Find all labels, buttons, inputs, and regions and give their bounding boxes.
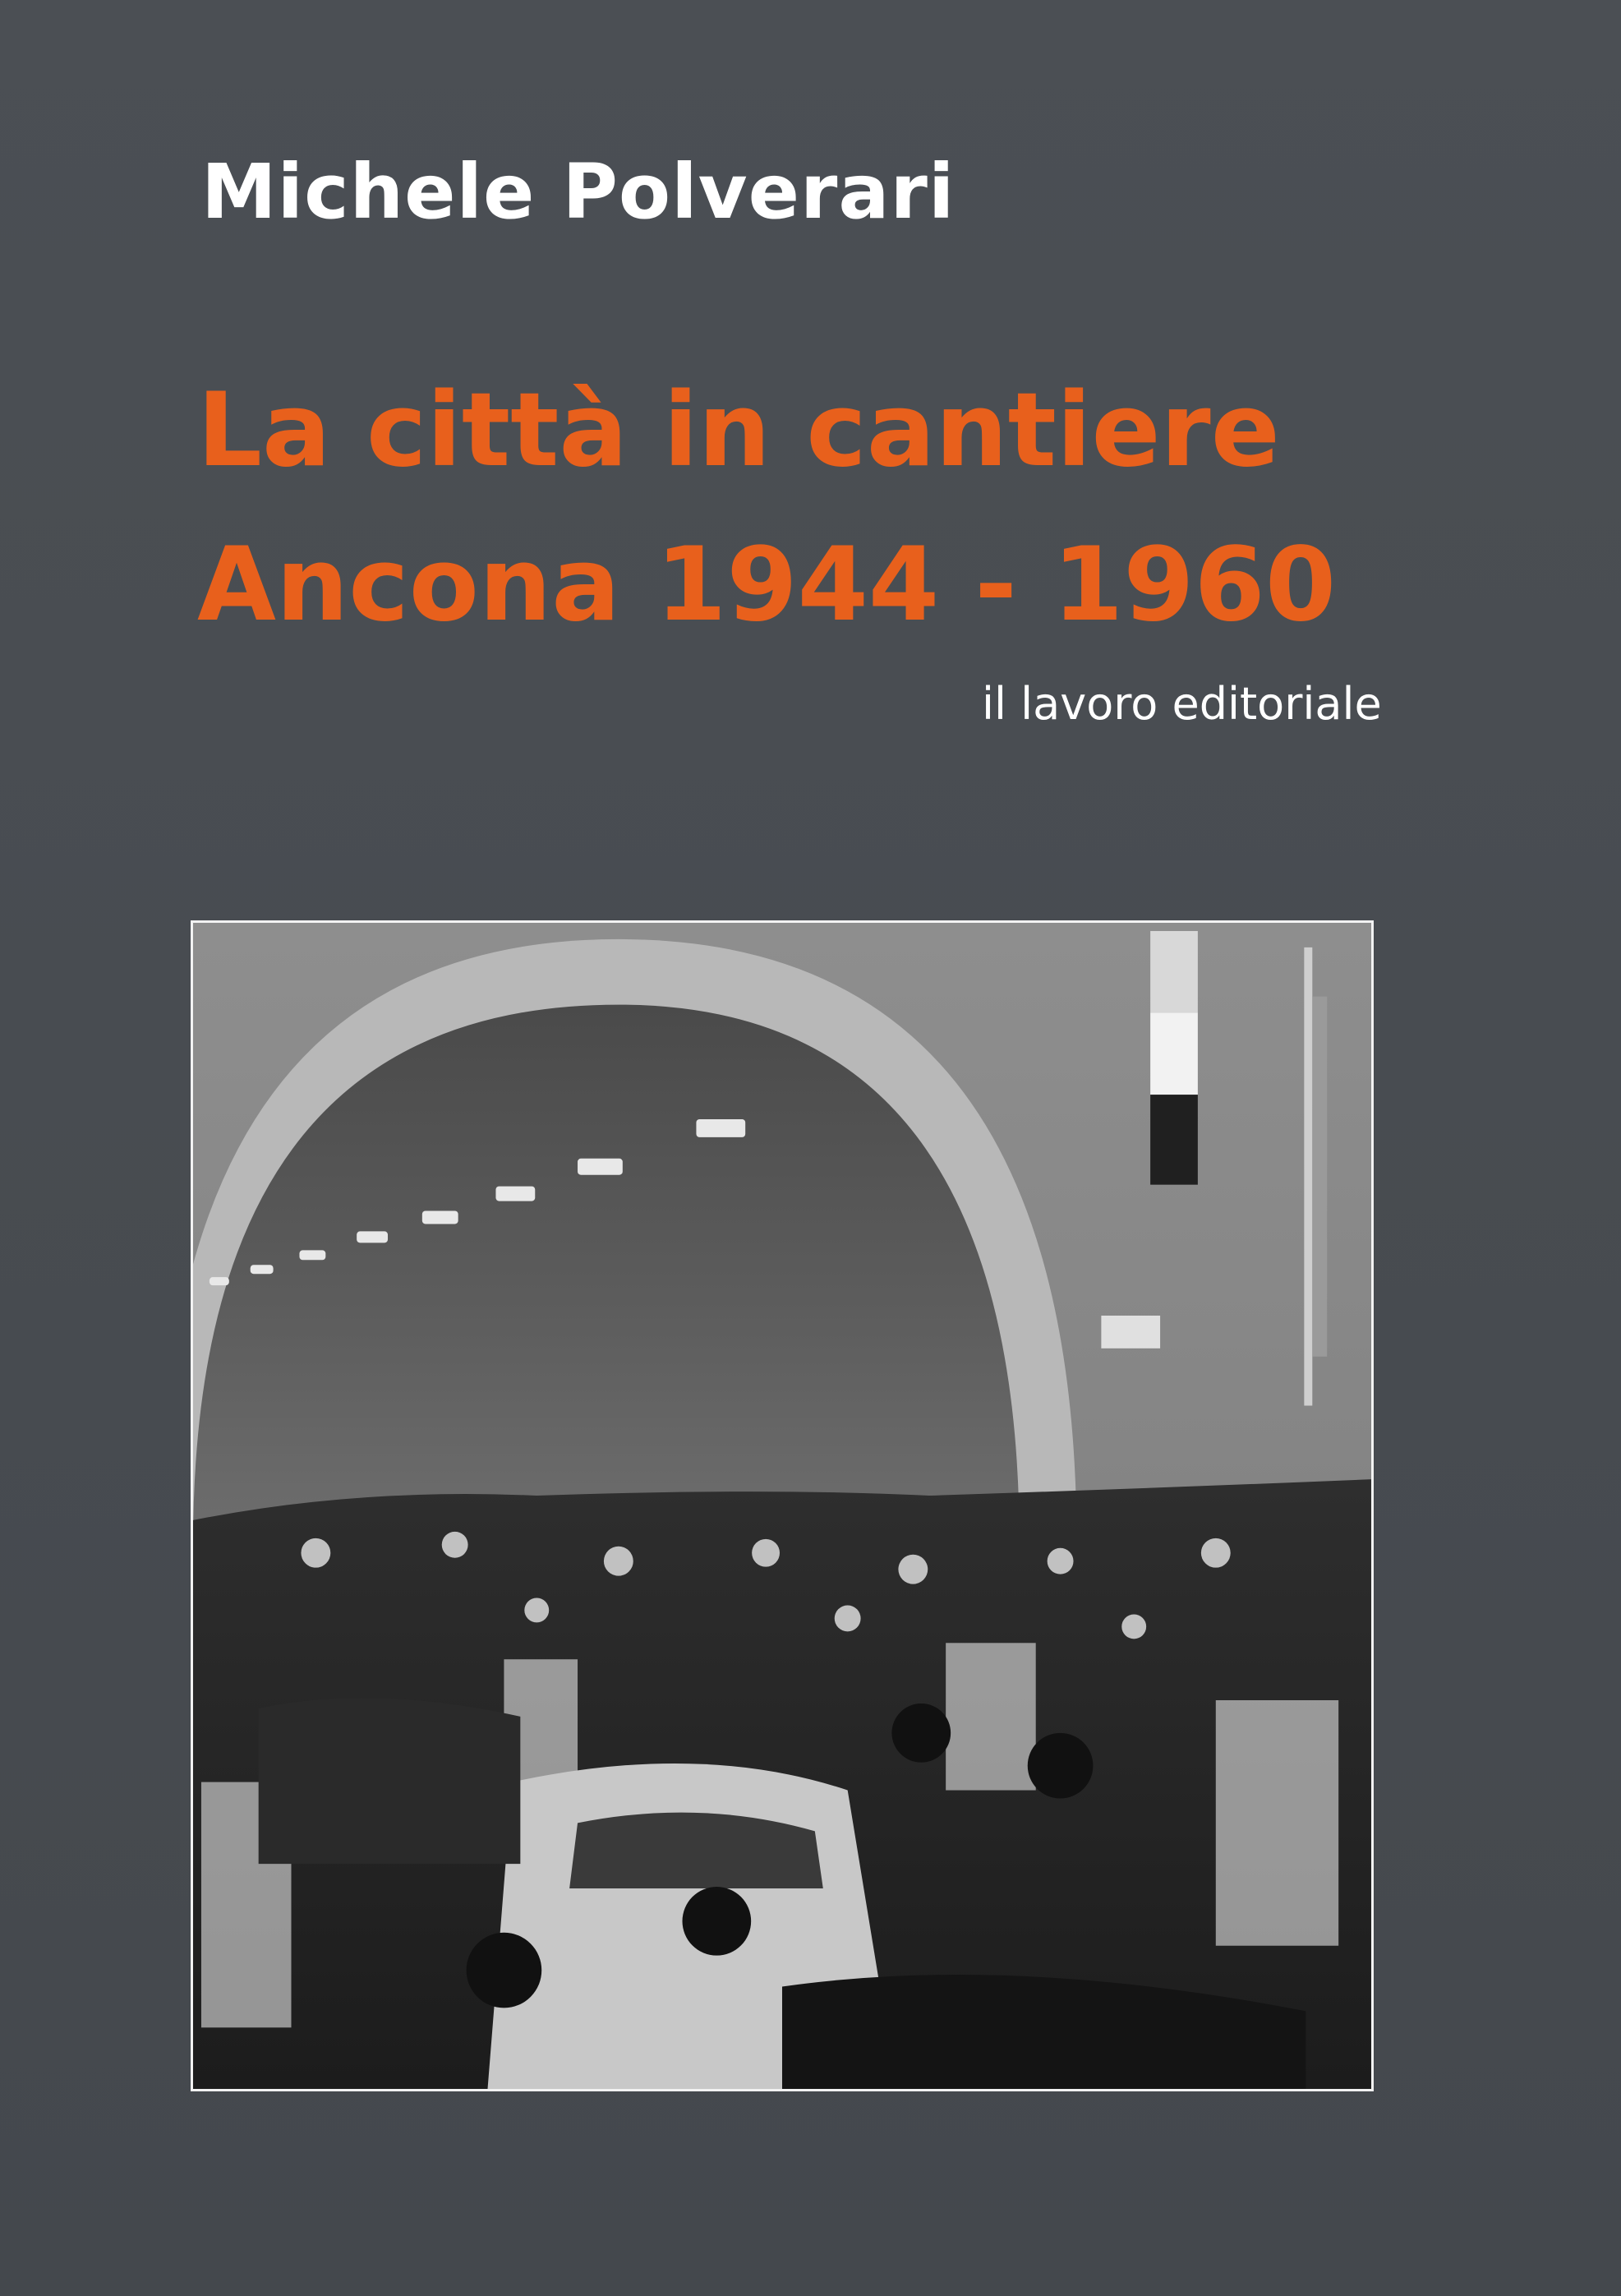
cover-photo bbox=[191, 920, 1374, 2091]
tunnel-crowd-photo-icon bbox=[193, 923, 1371, 2089]
book-title bbox=[197, 353, 1336, 662]
publisher-name: il lavoro editoriale bbox=[982, 678, 1382, 730]
title-line-1: La città in cantiere bbox=[197, 371, 1280, 490]
author-name: Michele Polverari bbox=[201, 148, 956, 236]
title-line-2: Ancona 1944 - 1960 bbox=[197, 526, 1337, 644]
